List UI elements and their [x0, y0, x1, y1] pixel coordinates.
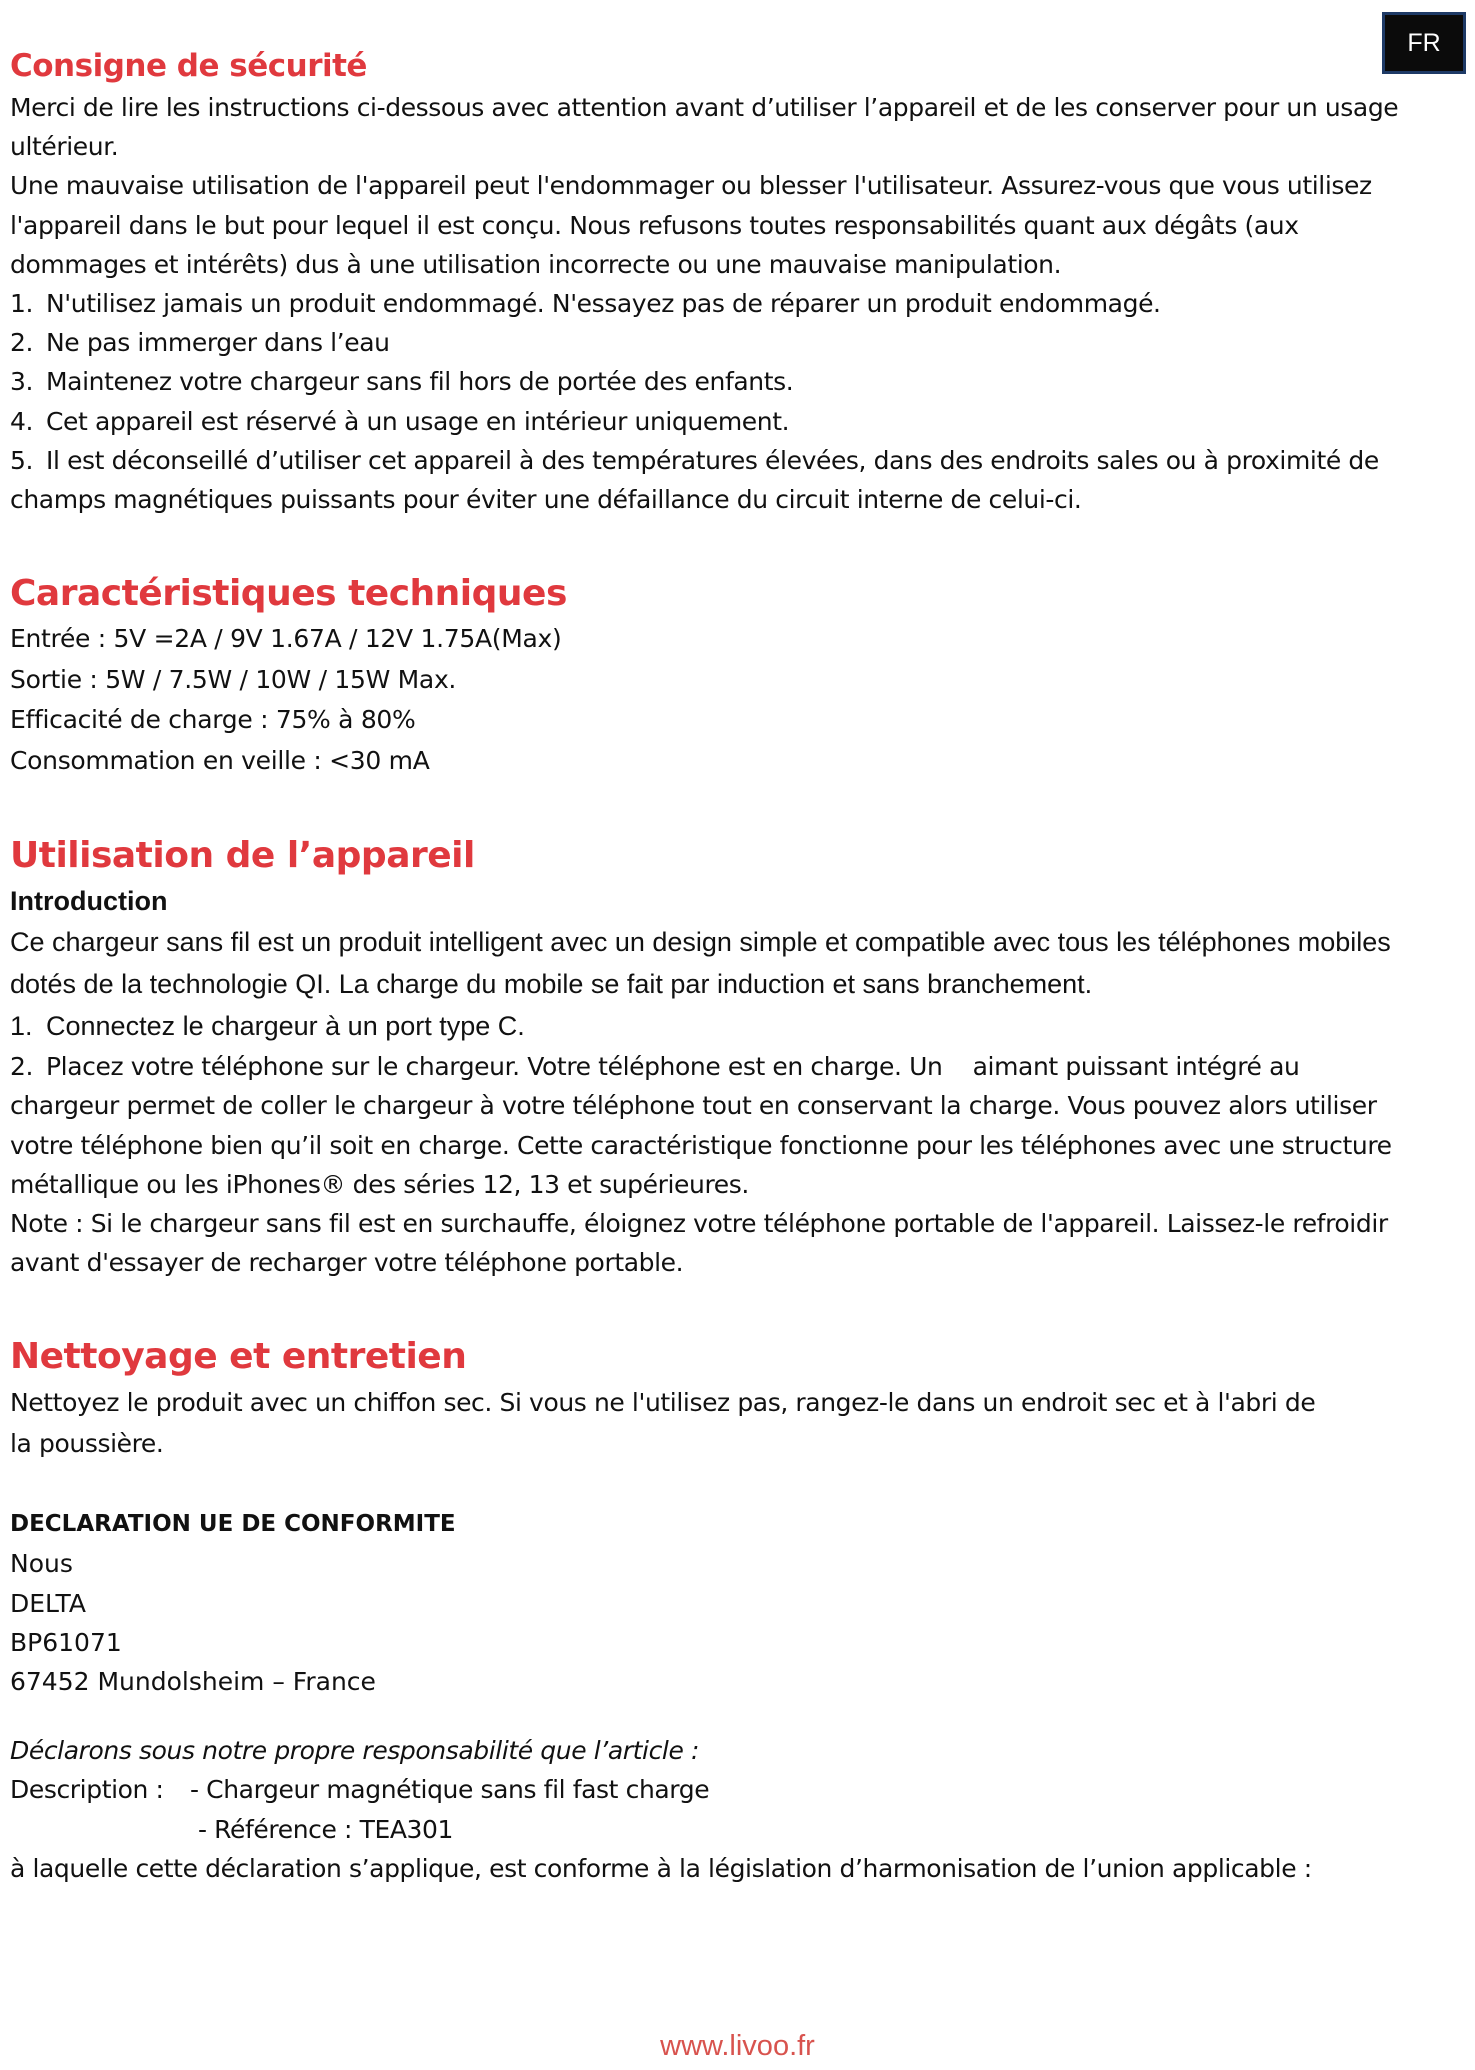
declaration-body [10, 1731, 1400, 1888]
footer-website-link[interactable]: www.livoo.fr [660, 2030, 815, 2062]
safety-section [10, 88, 1400, 519]
usage-step: 1. Connectez le chargeur à un port type C. [10, 1011, 525, 1042]
cleaning-paragraph: Nettoyez le produit avec un chiffon sec. Si vous ne l'utilisez pas, rangez-le dans un endroit sec et à l'abri de la poussière. [10, 1388, 1316, 1459]
specs-section [10, 619, 1400, 781]
address-line: BP61071 [10, 1627, 122, 1657]
spec-standby-line: Consommation en veille : <30 mA [10, 745, 430, 775]
cleaning-heading: Nettoyage et entretien [10, 1336, 467, 1378]
safety-list-item: 2. Ne pas immerger dans l’eau [10, 328, 390, 358]
safety-list-item: 5. Il est déconseillé d’utiliser cet appareil à des températures élevées, dans des endroits sales ou à proximité de champs magnétiques puissants pour éviter une défaillance du circuit interne de celui-ci. [10, 445, 1379, 515]
address-line: 67452 Mundolsheim – France [10, 1667, 376, 1697]
declaration-address [10, 1544, 1400, 1701]
document-page [10, 44, 1400, 1888]
intro-paragraph: Ce chargeur sans fil est un produit intelligent avec un design simple et compatible avec tous les téléphones mobiles dotés de la technologie QI. La charge du mobile se fait par induction et sans branchement. [10, 927, 1391, 1000]
usage-note: Note : Si le chargeur sans fil est en surchauffe, éloignez votre téléphone portable de l'appareil. Laissez-le refroidir avant d'essayer de recharger votre téléphone portable. [10, 1209, 1388, 1278]
safety-list-item: 3. Maintenez votre chargeur sans fil hors de portée des enfants. [10, 367, 794, 397]
spec-input-line: Entrée : 5V =2A / 9V 1.67A / 12V 1.75A(Max) [10, 624, 562, 654]
description-value: - Chargeur magnétique sans fil fast charge [190, 1775, 710, 1805]
cleaning-section [10, 1382, 1400, 1464]
spec-efficiency-line: Efficacité de charge : 75% à 80% [10, 705, 416, 735]
intro-section [10, 921, 1400, 1047]
usage-heading: Utilisation de l’appareil [10, 835, 475, 877]
reference-row [10, 1810, 1400, 1849]
description-row [10, 1770, 1400, 1809]
address-line: Nous [10, 1549, 73, 1579]
description-label: Description : [10, 1775, 164, 1805]
declaration-conclusion: à laquelle cette déclaration s’applique, est conforme à la législation d’harmonisation de l’union applicable : [10, 1853, 1312, 1883]
reference-value: - Référence : TEA301 [198, 1814, 454, 1844]
safety-list-item: 4. Cet appareil est réservé à un usage en intérieur uniquement. [10, 406, 790, 436]
specs-heading: Caractéristiques techniques [10, 573, 567, 615]
language-badge: FR [1382, 12, 1466, 74]
declaration-intro: Déclarons sous notre propre responsabilité que l’article : [10, 1736, 700, 1766]
safety-heading: Consigne de sécurité [10, 48, 367, 84]
declaration-heading: DECLARATION UE DE CONFORMITE [10, 1511, 456, 1538]
address-line: DELTA [10, 1588, 86, 1618]
safety-intro-paragraph: Merci de lire les instructions ci-dessous avec attention avant d’utiliser l’appareil et de les conserver pour un usage ultérieur. [10, 93, 1399, 162]
spec-output-line: Sortie : 5W / 7.5W / 10W / 15W Max. [10, 664, 457, 694]
usage-details [10, 1047, 1400, 1282]
intro-subheading: Introduction [10, 886, 168, 917]
safety-list-item: 1. N'utilisez jamais un produit endommagé. N'essayez pas de réparer un produit endommagé. [10, 289, 1161, 319]
usage-step: 2. Placez votre téléphone sur le chargeur. Votre téléphone est en charge. Un aimant puissant intégré au chargeur permet de coller le chargeur à votre téléphone tout en conservant la charge. Vous pouvez alors utiliser votre téléphone bien qu’il soit en charge. Cette caractéristique fonctionne pour les téléphones avec une structure métallique ou les iPhones® des séries 12, 13 et supérieures. [10, 1052, 1400, 1199]
safety-warning-paragraph: Une mauvaise utilisation de l'appareil peut l'endommager ou blesser l'utilisateur. Assurez-vous que vous utilisez l'appareil dans le but pour lequel il est conçu. Nous refusons toutes responsabilités quant aux dégâts (aux dommages et intérêts) dus à une utilisation incorrecte ou une mauvaise manipulation. [10, 171, 1372, 279]
